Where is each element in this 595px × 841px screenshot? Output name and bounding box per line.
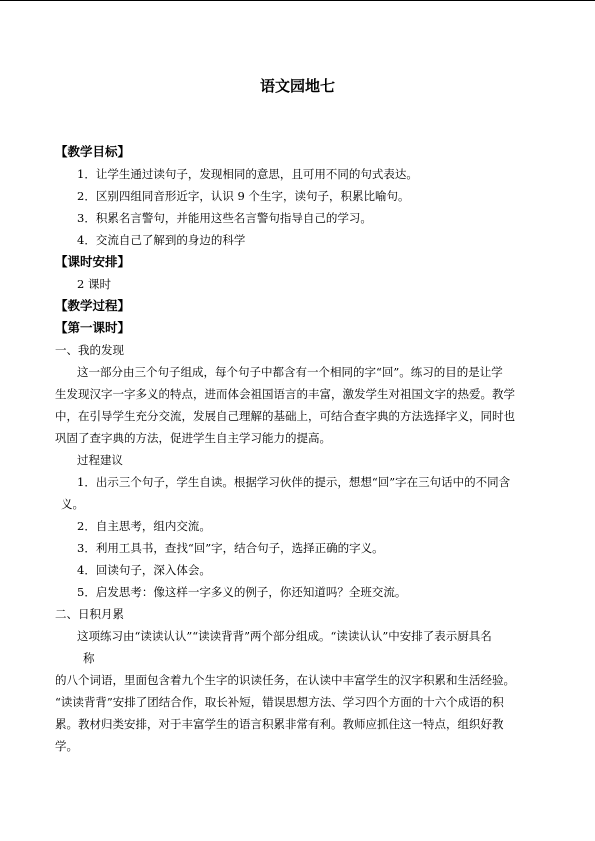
- part2-paragraph-line: 累。教材归类安排，对于丰富学生的语言积累非常有利。教师应抓住这一特点，组织好教: [55, 717, 504, 731]
- step-item: 2．自主思考，组内交流。: [77, 519, 211, 533]
- part2-paragraph-line: “读读背背”安排了团结合作，取长补短，错误思想方法、学习四个方面的十六个成语的积: [55, 695, 504, 709]
- goal-item: 4．交流自己了解到的身边的科学: [77, 233, 246, 247]
- part1-heading: 一、我的发现: [55, 343, 124, 357]
- part2-paragraph-line: 学。: [55, 739, 78, 753]
- goal-item: 3．积累名言警句，并能用这些名言警句指导自己的学习。: [77, 211, 372, 225]
- step-item-continued: 义。: [61, 497, 84, 511]
- part1-paragraph-line: 这一部分由三个句子组成，每个句子中都含有一个相同的字“回”。练习的目的是让学: [77, 365, 503, 379]
- suggest-label: 过程建议: [77, 453, 123, 467]
- goal-item: 1．让学生通过读句子，发现相同的意思，且可用不同的句式表达。: [77, 167, 418, 181]
- part2-paragraph-line: 的八个词语，里面包含着九个生字的识读任务，在认读中丰富学生的汉字积累和生活经验。: [55, 673, 515, 687]
- part1-paragraph-line: 巩固了查字典的方法，促进学生自主学习能力的提高。: [55, 431, 331, 445]
- step-item: 1．出示三个句子，学生自读。根据学习伙伴的提示，想想“回”字在三句话中的不同含: [77, 475, 511, 489]
- process-heading: 【教学过程】: [55, 298, 131, 313]
- goal-item: 2．区别四组同音形近字，认识 9 个生字，读句子，积累比喻句。: [77, 189, 410, 203]
- part1-paragraph-line: 生发现汉字一字多义的特点，进而体会祖国语言的丰富，激发学生对祖国文字的热爱。教学: [55, 387, 515, 401]
- lesson1-heading: 【第一课时】: [55, 320, 131, 335]
- goals-heading: 【教学目标】: [55, 144, 131, 159]
- document-body: [55, 141, 545, 757]
- schedule-heading: 【课时安排】: [55, 254, 131, 269]
- part2-heading: 二、日积月累: [55, 607, 124, 621]
- step-item: 3．利用工具书，查找“回”字，结合句子，选择正确的字义。: [77, 541, 384, 555]
- step-item: 4．回读句子，深入体会。: [77, 563, 211, 577]
- part1-paragraph-line: 中，在引导学生充分交流，发展自己理解的基础上，可结合查字典的方法选择字义，同时也: [55, 409, 515, 423]
- part2-paragraph-line: 称: [83, 651, 95, 665]
- part2-paragraph-line: 这项练习由“读读认认”“读读背背”两个部分组成。“读读认认”中安排了表示厨具名: [77, 629, 492, 643]
- step-item: 5．启发思考：像这样一字多义的例子，你还知道吗？全班交流。: [77, 585, 407, 599]
- page-title: 语文园地七: [259, 77, 335, 95]
- schedule-text: 2 课时: [77, 277, 111, 291]
